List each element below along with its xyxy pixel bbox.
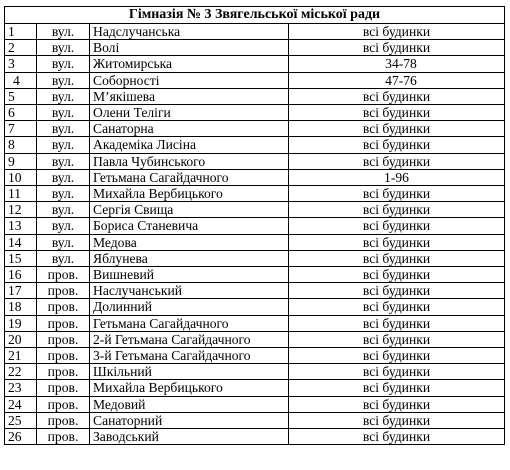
row-number: 26 — [5, 429, 37, 445]
house-range: всі будинки — [289, 283, 505, 299]
house-range: всі будинки — [289, 105, 505, 121]
row-number: 5 — [5, 88, 37, 104]
row-number: 18 — [5, 299, 37, 315]
street-type: вул. — [37, 137, 90, 153]
house-range: всі будинки — [289, 380, 505, 396]
row-number: 21 — [5, 348, 37, 364]
street-name: Яблунева — [90, 250, 289, 266]
table-title-row — [5, 7, 505, 24]
house-range: всі будинки — [289, 299, 505, 315]
row-number: 8 — [5, 137, 37, 153]
table-row — [5, 121, 505, 137]
table-row — [5, 186, 505, 202]
street-name: Сергія Свища — [90, 202, 289, 218]
street-type: вул. — [37, 153, 90, 169]
row-number: 9 — [5, 153, 37, 169]
house-range: 47-76 — [289, 72, 505, 88]
house-range: всі будинки — [289, 267, 505, 283]
street-name: 2-й Гетьмана Сагайдачного — [90, 331, 289, 347]
row-number: 23 — [5, 380, 37, 396]
street-name: Гетьмана Сагайдачного — [90, 169, 289, 185]
house-range: всі будинки — [289, 153, 505, 169]
street-type: вул. — [37, 72, 90, 88]
street-name: Шкільний — [90, 364, 289, 380]
house-range: всі будинки — [289, 429, 505, 445]
table-row — [5, 218, 505, 234]
house-range: 1-96 — [289, 169, 505, 185]
street-type: вул. — [37, 105, 90, 121]
row-number: 15 — [5, 250, 37, 266]
street-type: вул. — [37, 234, 90, 250]
street-type: пров. — [37, 331, 90, 347]
table-row — [5, 234, 505, 250]
street-name: Надслучанська — [90, 24, 289, 40]
table-row — [5, 40, 505, 56]
row-number: 11 — [5, 186, 37, 202]
street-type: пров. — [37, 364, 90, 380]
table-row — [5, 348, 505, 364]
table-row — [5, 169, 505, 185]
row-number: 2 — [5, 40, 37, 56]
table-row — [5, 364, 505, 380]
table-row — [5, 396, 505, 412]
street-type: вул. — [37, 186, 90, 202]
table-body — [5, 24, 505, 445]
house-range: всі будинки — [289, 24, 505, 40]
table-row — [5, 412, 505, 428]
table-row — [5, 72, 505, 88]
street-name: Михайла Вербицького — [90, 380, 289, 396]
house-range: всі будинки — [289, 315, 505, 331]
row-number: 6 — [5, 105, 37, 121]
table-row — [5, 267, 505, 283]
house-range: всі будинки — [289, 121, 505, 137]
street-name: Заводський — [90, 429, 289, 445]
house-range: всі будинки — [289, 250, 505, 266]
street-register-table — [4, 6, 505, 445]
street-name: Бориса Станевича — [90, 218, 289, 234]
street-type: вул. — [37, 56, 90, 72]
table-row — [5, 137, 505, 153]
street-name: 3-й Гетьмана Сагайдачного — [90, 348, 289, 364]
street-name: Долинний — [90, 299, 289, 315]
street-name: Санаторний — [90, 412, 289, 428]
street-name: Вишневий — [90, 267, 289, 283]
table-row — [5, 153, 505, 169]
street-name: Житомирська — [90, 56, 289, 72]
table-row — [5, 315, 505, 331]
street-type: пров. — [37, 412, 90, 428]
table-row — [5, 299, 505, 315]
house-range: всі будинки — [289, 364, 505, 380]
street-name: Соборності — [90, 72, 289, 88]
street-type: вул. — [37, 24, 90, 40]
house-range: всі будинки — [289, 137, 505, 153]
row-number: 17 — [5, 283, 37, 299]
house-range: всі будинки — [289, 412, 505, 428]
row-number: 13 — [5, 218, 37, 234]
street-type: вул. — [37, 121, 90, 137]
row-number: 4 — [5, 72, 37, 88]
house-range: всі будинки — [289, 331, 505, 347]
table-row — [5, 283, 505, 299]
street-type: вул. — [37, 218, 90, 234]
street-type: вул. — [37, 250, 90, 266]
row-number: 14 — [5, 234, 37, 250]
street-name: Волі — [90, 40, 289, 56]
table-row — [5, 88, 505, 104]
row-number: 25 — [5, 412, 37, 428]
street-name: Михайла Вербицького — [90, 186, 289, 202]
table-title: Гімназія № 3 Звягельської міської ради — [5, 7, 505, 24]
row-number: 16 — [5, 267, 37, 283]
row-number: 1 — [5, 24, 37, 40]
row-number: 12 — [5, 202, 37, 218]
house-range: всі будинки — [289, 202, 505, 218]
table-row — [5, 331, 505, 347]
street-name: Наслучанський — [90, 283, 289, 299]
row-number: 20 — [5, 331, 37, 347]
table-row — [5, 250, 505, 266]
house-range: всі будинки — [289, 186, 505, 202]
row-number: 7 — [5, 121, 37, 137]
table-row — [5, 56, 505, 72]
house-range: всі будинки — [289, 396, 505, 412]
row-number: 24 — [5, 396, 37, 412]
house-range: всі будинки — [289, 218, 505, 234]
street-type: пров. — [37, 315, 90, 331]
house-range: всі будинки — [289, 40, 505, 56]
street-name: Медовий — [90, 396, 289, 412]
table-row — [5, 24, 505, 40]
street-type: вул. — [37, 202, 90, 218]
row-number: 19 — [5, 315, 37, 331]
street-name: Санаторна — [90, 121, 289, 137]
street-name: Академіка Лисіна — [90, 137, 289, 153]
row-number: 22 — [5, 364, 37, 380]
house-range: всі будинки — [289, 348, 505, 364]
street-type: пров. — [37, 380, 90, 396]
street-type: вул. — [37, 88, 90, 104]
street-type: пров. — [37, 429, 90, 445]
row-number: 3 — [5, 56, 37, 72]
house-range: всі будинки — [289, 234, 505, 250]
street-type: пров. — [37, 299, 90, 315]
table-row — [5, 380, 505, 396]
street-name: Гетьмана Сагайдачного — [90, 315, 289, 331]
street-type: вул. — [37, 169, 90, 185]
table-row — [5, 429, 505, 445]
street-type: пров. — [37, 348, 90, 364]
house-range: всі будинки — [289, 88, 505, 104]
street-name: Павла Чубинського — [90, 153, 289, 169]
house-range: 34-78 — [289, 56, 505, 72]
street-name: М’якішева — [90, 88, 289, 104]
table-row — [5, 202, 505, 218]
street-type: вул. — [37, 40, 90, 56]
table-row — [5, 105, 505, 121]
row-number: 10 — [5, 169, 37, 185]
street-type: пров. — [37, 396, 90, 412]
street-type: пров. — [37, 283, 90, 299]
street-type: пров. — [37, 267, 90, 283]
street-name: Олени Теліги — [90, 105, 289, 121]
street-name: Медова — [90, 234, 289, 250]
